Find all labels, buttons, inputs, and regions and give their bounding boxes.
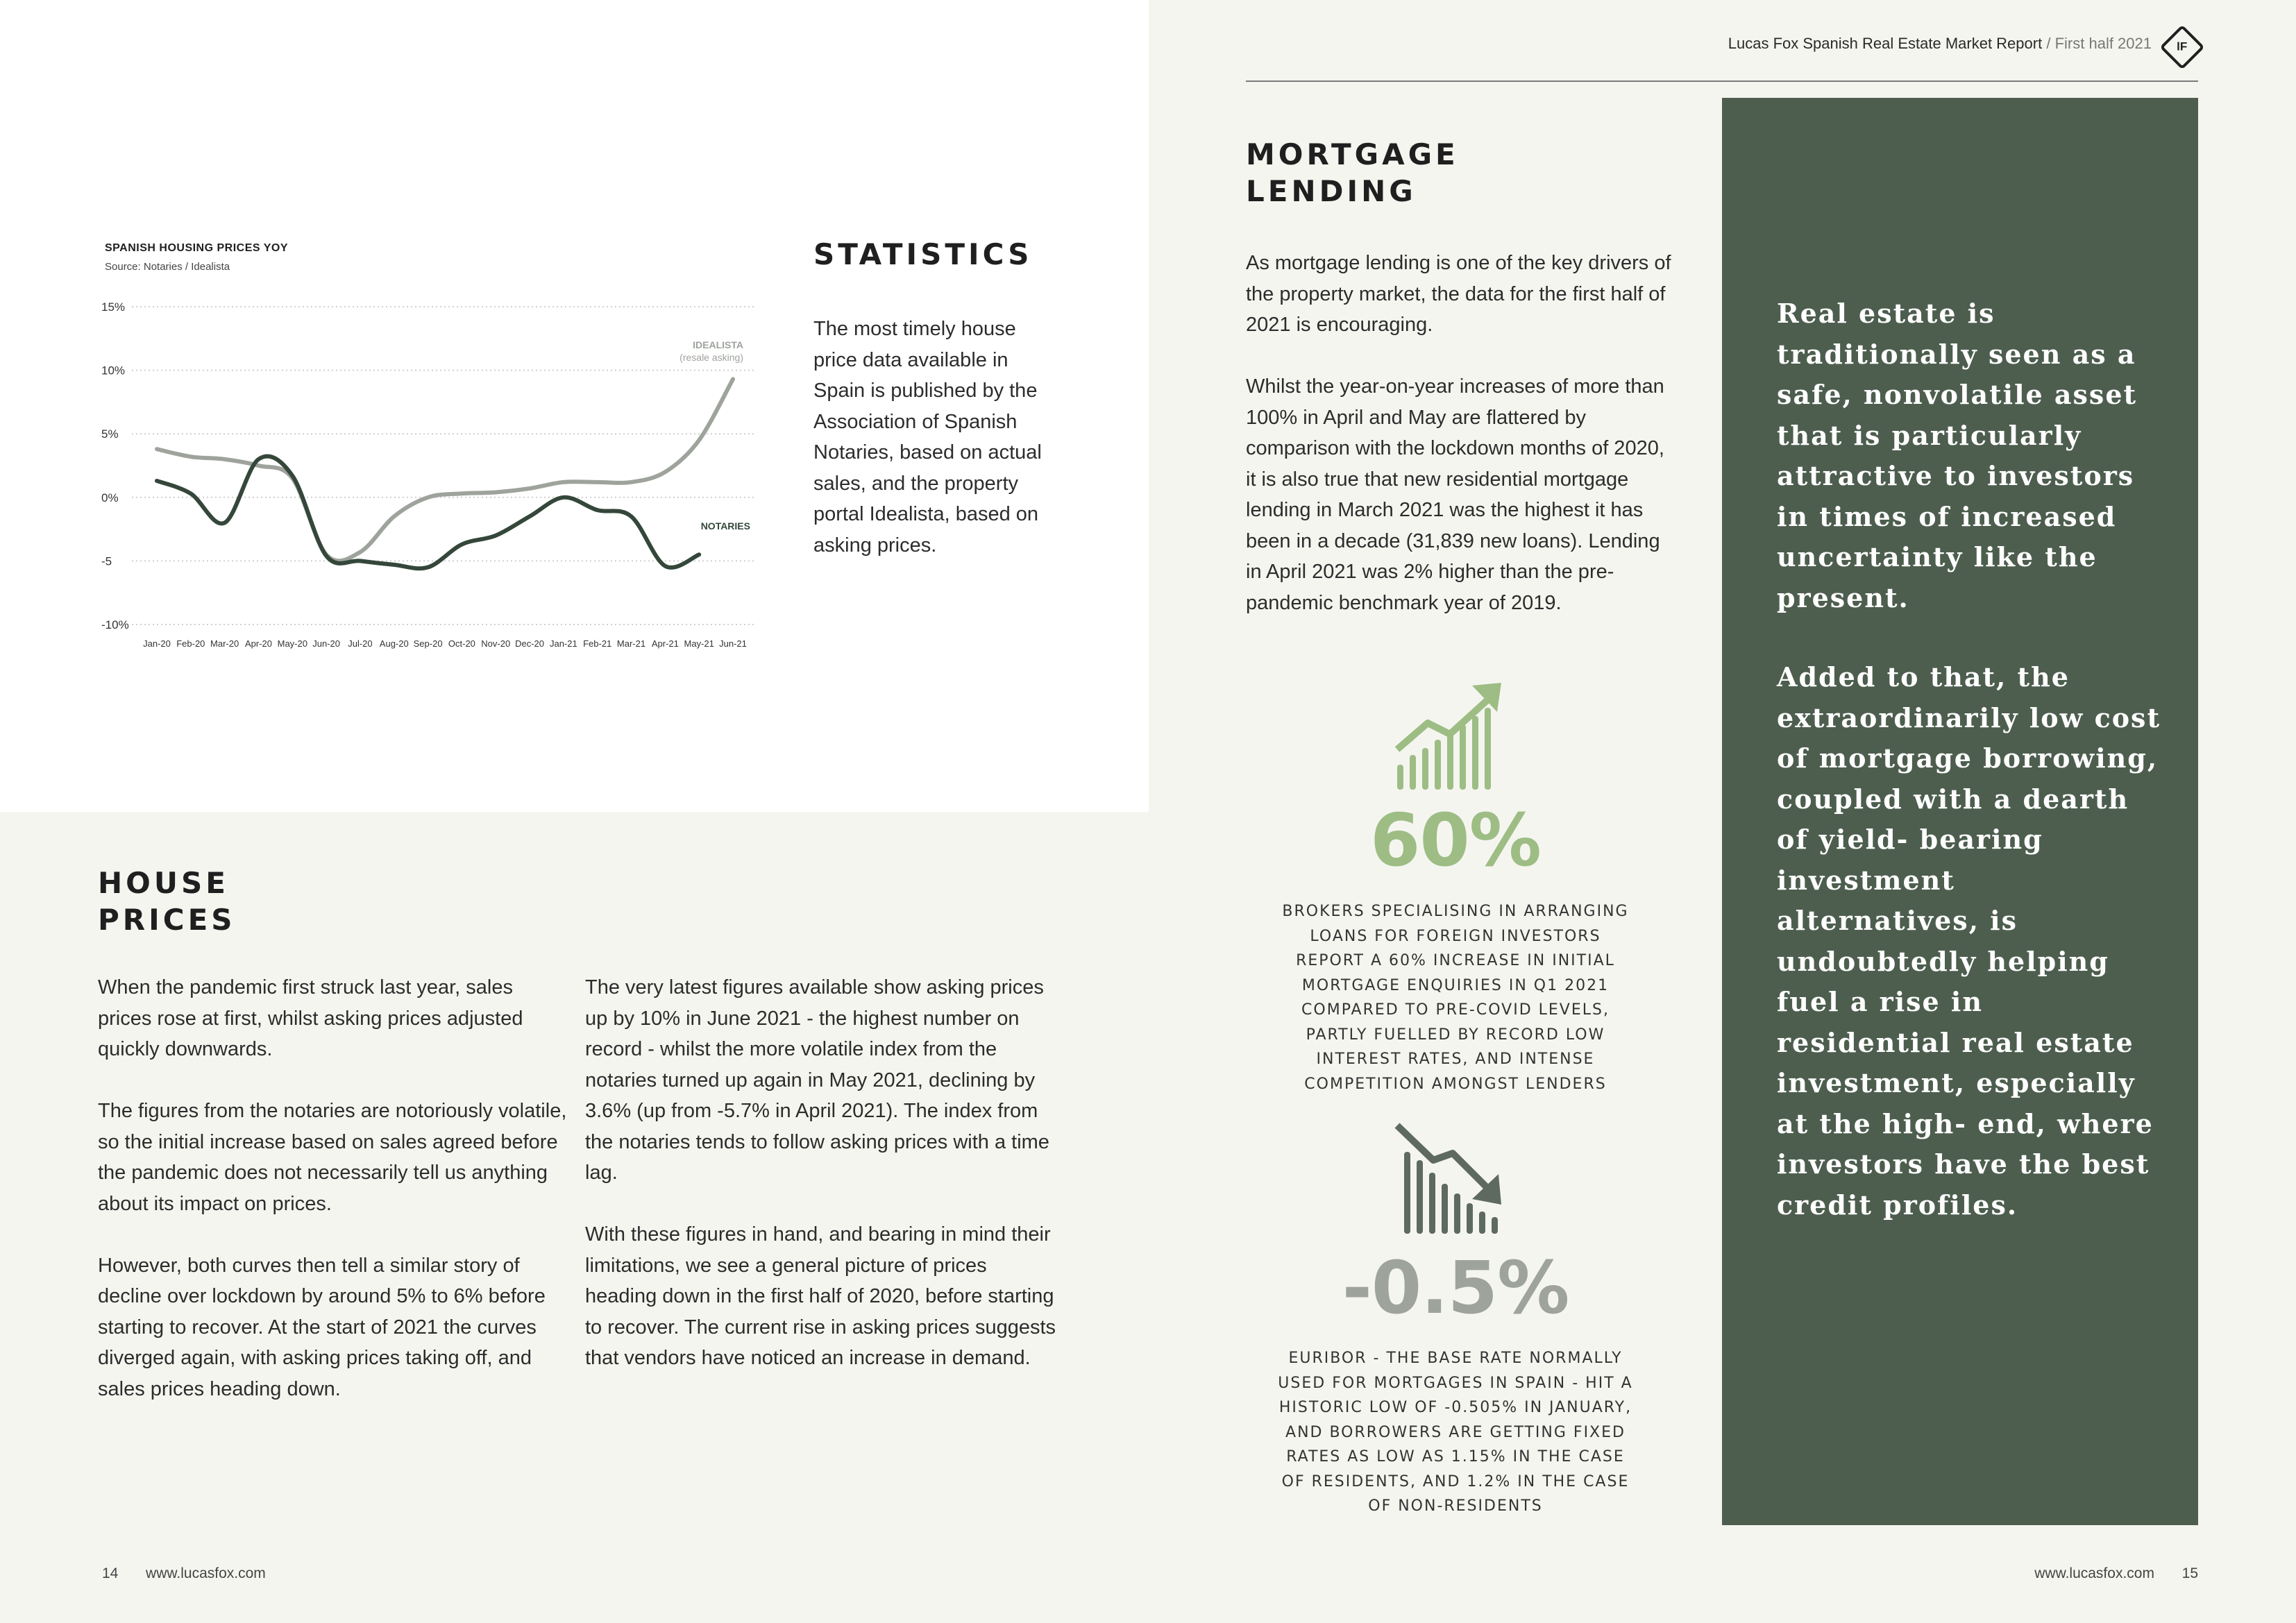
house-prices-column-2 <box>585 972 1057 1374</box>
x-tick-label: Oct-20 <box>448 638 475 649</box>
page-number-left: 14 <box>102 1565 119 1581</box>
house-prices-paragraph: When the pandemic first struck last year, sales prices rose at first, whilst asking prices adjusted quickly downwards. <box>98 976 523 1060</box>
mortgage-heading-line2: LENDING <box>1246 174 1417 208</box>
y-tick-label: 5% <box>101 427 119 441</box>
y-tick-label: 15% <box>101 300 126 314</box>
x-tick-label: Jun-20 <box>312 638 340 649</box>
house-prices-paragraph: The figures from the notaries are notoriously volatile, so the initial increase based on sales agreed before the pandemic does not necessarily tell us anything about its impact on prices. <box>98 1100 567 1215</box>
house-prices-paragraph: With these figures in hand, and bearing in mind their limitations, we see a general picture of prices heading down in the first half of 2020, before starting to recover. The current rise in asking prices suggests that vendors have noticed an increase in demand. <box>585 1223 1056 1369</box>
footer-left <box>102 1565 266 1582</box>
x-tick-label: May-20 <box>277 638 307 649</box>
report-header <box>1527 35 2152 53</box>
series-label-notaries: NOTARIES <box>700 520 750 532</box>
chart-source: Source: Notaries / Idealista <box>105 261 230 273</box>
y-tick-label: 0% <box>101 491 119 504</box>
house-prices-heading-line1: HOUSE <box>98 866 229 900</box>
footer-url-left[interactable]: www.lucasfox.com <box>146 1565 266 1581</box>
euribor-stat: -0.5% <box>1342 1246 1569 1330</box>
x-tick-label: Mar-21 <box>616 638 646 649</box>
house-prices-heading-line2: PRICES <box>98 903 236 937</box>
mortgage-heading-line1: MORTGAGE <box>1246 137 1459 171</box>
report-period: First half 2021 <box>2054 35 2152 52</box>
y-tick-label: -10% <box>101 618 129 631</box>
house-prices-column-1 <box>98 972 570 1404</box>
mortgage-body <box>1246 248 1673 618</box>
lucas-fox-logo-icon <box>2159 24 2204 69</box>
series-sublabel-idealista: (resale asking) <box>679 352 743 363</box>
x-tick-label: Apr-20 <box>244 638 272 649</box>
euribor-caption: EURIBOR - THE BASE RATE NORMALLY USED FOR MORTGAGES IN SPAIN - HIT A HISTORIC LOW OF -0.505% IN JANUARY, AND BORROWERS ARE GETTING FIXED RATES AS LOW AS 1.15% IN THE CASE OF RESIDENTS, AND 1.2% IN THE CASE OF NON-RESIDENTS <box>1278 1350 1633 1515</box>
x-tick-label: Jun-21 <box>719 638 747 649</box>
house-prices-heading <box>98 865 236 938</box>
x-tick-label: Sep-20 <box>413 638 443 649</box>
logo-text: lF <box>2177 40 2188 53</box>
mortgage-enquiries-caption: BROKERS SPECIALISING IN ARRANGING LOANS FOR FOREIGN INVESTORS REPORT A 60% INCREASE IN INITIAL MORTGAGE ENQUIRIES IN Q1 2021 COMPARED TO PRE-COVID LEVELS, PARTLY FUELLED BY RECORD LOW INTEREST RATES, AND INTENSE COMPETITION AMONGST LENDERS <box>1282 903 1629 1093</box>
x-tick-label: Jan-21 <box>550 638 577 649</box>
footer-right <box>2013 1565 2198 1582</box>
pull-quote-paragraph: Real estate is traditionally seen as a safe, nonvolatile asset that is particularly attractive to investors in times of increased uncertainty like the present. <box>1777 298 2138 613</box>
footer-url-right[interactable]: www.lucasfox.com <box>2034 1565 2154 1581</box>
page-number-right: 15 <box>2181 1565 2198 1581</box>
series-line-idealista <box>157 379 733 561</box>
series-label-idealista: IDEALISTA <box>693 339 743 350</box>
statistics-paragraph: The most timely house price data available in Spain is published by the Association of Spanish Notaries, based on actual sales, and the property portal Idealista, based on asking prices. <box>813 318 1042 556</box>
pull-quote-paragraph: Added to that, the extraordinarily low cost of mortgage borrowing, coupled with a dearth of yield- bearing investment alternatives, is undoubtedly helping fuel a rise in residential real estate investment, especially at the high- end, where investors have the best credit profiles. <box>1777 661 2161 1221</box>
x-tick-label: Aug-20 <box>379 638 409 649</box>
mortgage-lending-heading <box>1246 136 1459 210</box>
y-tick-label: 10% <box>101 364 126 377</box>
mortgage-enquiries-stat: 60% <box>1370 798 1541 883</box>
mortgage-paragraph: As mortgage lending is one of the key drivers of the property market, the data for the first half of 2021 is encouraging. <box>1246 252 1671 336</box>
x-tick-label: Feb-21 <box>583 638 612 649</box>
x-tick-label: Nov-20 <box>481 638 511 649</box>
statistics-heading: STATISTICS <box>813 237 1033 271</box>
x-tick-label: May-21 <box>684 638 714 649</box>
header-separator: / <box>2046 35 2051 52</box>
y-tick-label: -5 <box>101 554 112 568</box>
report-title: Lucas Fox Spanish Real Estate Market Report <box>1728 35 2043 52</box>
series-line-notaries <box>157 457 699 569</box>
x-tick-label: Mar-20 <box>210 638 239 649</box>
falling-bar-chart-icon <box>1392 1117 1510 1235</box>
header-divider <box>1246 80 2198 82</box>
house-prices-paragraph: The very latest figures available show asking prices up by 10% in June 2021 - the highest number on record - whilst the more volatile index from the notaries turned up again in May 2021, declining by 3.6% (up from -5.7% in April 2021). The index from the notaries tends to follow asking prices with a time lag. <box>585 976 1049 1184</box>
statistics-body <box>813 314 1063 561</box>
x-tick-label: Jan-20 <box>143 638 171 649</box>
house-prices-paragraph: However, both curves then tell a similar story of decline over lockdown by around 5% to 6% before starting to recover. At the start of 2021 the curves diverged again, with asking prices taking off, and sales prices heading down. <box>98 1254 546 1400</box>
x-tick-label: Apr-21 <box>651 638 679 649</box>
x-tick-label: Dec-20 <box>515 638 545 649</box>
mortgage-paragraph: Whilst the year-on-year increases of more than 100% in April and May are flattered by comparison with the lockdown months of 2020, it is also true that new residential mortgage lending in March 2021 was the highest it has been in a decade (31,839 new loans). Lending in April 2021 was 2% higher than the pre-pandemic benchmark year of 2019. <box>1246 375 1664 614</box>
x-tick-label: Jul-20 <box>348 638 373 649</box>
rising-bar-chart-icon <box>1392 680 1510 791</box>
chart-title: SPANISH HOUSING PRICES YOY <box>105 242 289 254</box>
x-tick-label: Feb-20 <box>176 638 205 649</box>
pull-quote <box>1777 294 2166 1264</box>
